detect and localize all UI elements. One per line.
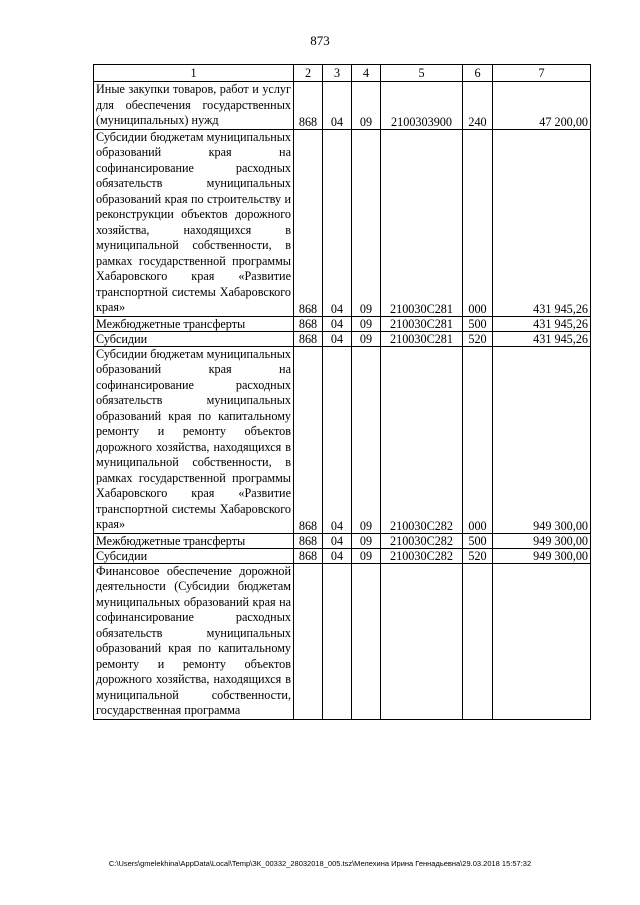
row-code-ministry: 868 bbox=[294, 129, 323, 316]
row-code-target bbox=[381, 563, 463, 719]
row-code-subsection: 09 bbox=[352, 548, 381, 563]
row-code-expense-type: 000 bbox=[463, 346, 493, 533]
column-header-5: 5 bbox=[381, 65, 463, 82]
row-amount: 431 945,26 bbox=[493, 316, 591, 331]
row-description: Субсидии bbox=[94, 548, 294, 563]
row-code-target: 210030С281 bbox=[381, 331, 463, 346]
column-header-1: 1 bbox=[94, 65, 294, 82]
row-description: Межбюджетные трансферты bbox=[94, 533, 294, 548]
page-number: 873 bbox=[310, 33, 330, 48]
table-row bbox=[94, 129, 591, 316]
row-code-section: 04 bbox=[323, 533, 352, 548]
row-description: Межбюджетные трансферты bbox=[94, 316, 294, 331]
row-code-section bbox=[323, 563, 352, 719]
table-row bbox=[94, 548, 591, 563]
row-code-expense-type: 520 bbox=[463, 548, 493, 563]
row-code-subsection: 09 bbox=[352, 346, 381, 533]
row-code-target: 210030С282 bbox=[381, 548, 463, 563]
column-header-7: 7 bbox=[493, 65, 591, 82]
table-header-row bbox=[94, 65, 591, 82]
row-code-target: 210030С282 bbox=[381, 346, 463, 533]
row-amount: 949 300,00 bbox=[493, 533, 591, 548]
row-code-subsection bbox=[352, 563, 381, 719]
row-description: Иные закупки товаров, работ и услуг для обеспечения государственных (муниципальных) нужд bbox=[94, 82, 294, 130]
budget-table bbox=[93, 64, 591, 720]
row-code-target: 210030С281 bbox=[381, 316, 463, 331]
row-code-expense-type: 240 bbox=[463, 82, 493, 130]
row-code-subsection: 09 bbox=[352, 533, 381, 548]
row-code-ministry: 868 bbox=[294, 82, 323, 130]
row-amount bbox=[493, 563, 591, 719]
column-header-6: 6 bbox=[463, 65, 493, 82]
row-code-target: 210030С281 bbox=[381, 129, 463, 316]
row-code-ministry: 868 bbox=[294, 316, 323, 331]
table-row bbox=[94, 533, 591, 548]
row-code-expense-type: 500 bbox=[463, 316, 493, 331]
row-code-subsection: 09 bbox=[352, 316, 381, 331]
row-code-ministry: 868 bbox=[294, 331, 323, 346]
row-code-expense-type bbox=[463, 563, 493, 719]
column-header-3: 3 bbox=[323, 65, 352, 82]
row-code-subsection: 09 bbox=[352, 129, 381, 316]
row-description: Субсидии бюджетам муниципальных образований края на софинансирование расходных обязательств муниципальных образований края по строительству и реконструкции объектов дорожного хозяйства, находящихся в муниципальной собственности, в рамках государственной программы Хабаровского края «Развитие транспортной системы Хабаровского края» bbox=[94, 129, 294, 316]
row-code-ministry: 868 bbox=[294, 533, 323, 548]
row-amount: 431 945,26 bbox=[493, 129, 591, 316]
row-code-ministry bbox=[294, 563, 323, 719]
document-footer-path: C:\Users\gmelekhina\AppData\Local\Temp\ЗК_00332_28032018_005.tsz\Мелехина Ирина Геннадьевна\29.03.2018 15:57:32 bbox=[108, 859, 532, 868]
row-code-section: 04 bbox=[323, 316, 352, 331]
row-code-expense-type: 000 bbox=[463, 129, 493, 316]
row-description: Финансовое обеспечение дорожной деятельности (Субсидии бюджетам муниципальных образований края на софинансирование расходных обязательств муниципальных образований края по капитальному ремонту и ремонту объектов дорожного хозяйства, находящихся в муниципальной собственности, государственная программа bbox=[94, 563, 294, 719]
row-description: Субсидии bbox=[94, 331, 294, 346]
row-code-expense-type: 500 bbox=[463, 533, 493, 548]
row-amount: 949 300,00 bbox=[493, 548, 591, 563]
row-description: Субсидии бюджетам муниципальных образований края на софинансирование расходных обязательств муниципальных образований края по капитальному ремонту и ремонту объектов дорожного хозяйства, находящихся в муниципальной собственности, в рамках государственной программы Хабаровского края «Развитие транспортной системы Хабаровского края» bbox=[94, 346, 294, 533]
row-code-section: 04 bbox=[323, 82, 352, 130]
row-code-subsection: 09 bbox=[352, 82, 381, 130]
row-code-target: 210030С282 bbox=[381, 533, 463, 548]
row-code-section: 04 bbox=[323, 331, 352, 346]
row-code-subsection: 09 bbox=[352, 331, 381, 346]
row-code-section: 04 bbox=[323, 548, 352, 563]
row-amount: 949 300,00 bbox=[493, 346, 591, 533]
row-code-expense-type: 520 bbox=[463, 331, 493, 346]
row-code-ministry: 868 bbox=[294, 346, 323, 533]
table-row bbox=[94, 346, 591, 533]
table-row bbox=[94, 563, 591, 719]
table-row bbox=[94, 82, 591, 130]
table-row bbox=[94, 331, 591, 346]
column-header-4: 4 bbox=[352, 65, 381, 82]
row-amount: 47 200,00 bbox=[493, 82, 591, 130]
table-row bbox=[94, 316, 591, 331]
row-code-section: 04 bbox=[323, 346, 352, 533]
row-code-target: 2100303900 bbox=[381, 82, 463, 130]
row-code-ministry: 868 bbox=[294, 548, 323, 563]
column-header-2: 2 bbox=[294, 65, 323, 82]
row-amount: 431 945,26 bbox=[493, 331, 591, 346]
row-code-section: 04 bbox=[323, 129, 352, 316]
